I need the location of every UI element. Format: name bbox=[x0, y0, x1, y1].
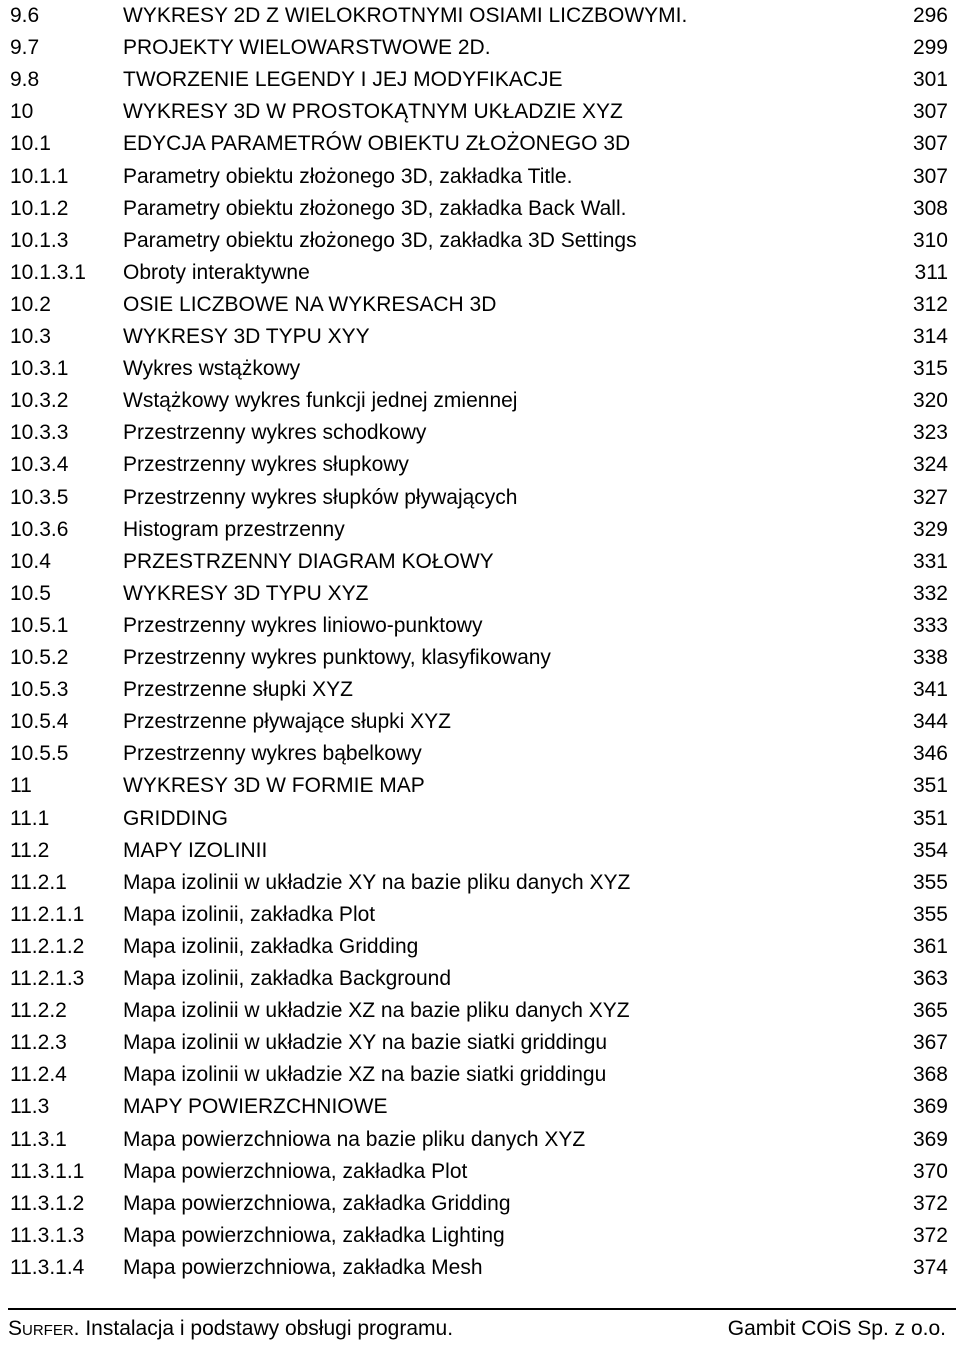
toc-entry[interactable] bbox=[0, 161, 960, 193]
toc-entry-title: WYKRESY 2D Z WIELOKROTNYMI OSIAMI LICZBOWYMI. bbox=[123, 4, 688, 27]
toc-entry[interactable] bbox=[0, 353, 960, 385]
toc-entry-page: 372 bbox=[912, 1223, 948, 1247]
toc-entry[interactable] bbox=[0, 289, 960, 321]
toc-entry[interactable] bbox=[0, 578, 960, 610]
toc-entry-number: 10.1.1 bbox=[10, 164, 69, 188]
toc-entry-page: 372 bbox=[912, 1191, 948, 1215]
toc-entry-number: 10.5.2 bbox=[10, 646, 69, 669]
toc-entry-page: 346 bbox=[912, 742, 948, 766]
toc-entry-page: 312 bbox=[912, 292, 948, 316]
toc-entry-number: 11.2.1.1 bbox=[10, 902, 85, 926]
toc-entry-page: 354 bbox=[912, 838, 948, 862]
toc-entry-number: 10.3.4 bbox=[10, 453, 69, 477]
toc-entry[interactable] bbox=[0, 32, 960, 64]
toc-entry[interactable] bbox=[0, 738, 960, 770]
toc-entry-title: Mapa izolinii w układzie XZ na bazie pliku danych XYZ bbox=[123, 999, 630, 1023]
toc-entry-title: MAPY POWIERZCHNIOWE bbox=[123, 1095, 388, 1119]
toc-entry-number: 11.2.1.3 bbox=[10, 967, 85, 990]
toc-entry-number: 11.3.1.1 bbox=[10, 1159, 85, 1183]
toc-entry[interactable] bbox=[0, 96, 960, 128]
toc-entry-number: 10.4 bbox=[10, 549, 51, 573]
toc-entry-title: Mapa izolinii, zakładka Plot bbox=[123, 902, 376, 926]
toc-entry-page: 320 bbox=[912, 389, 948, 413]
toc-entry-page: 333 bbox=[912, 613, 948, 637]
toc-entry-page: 308 bbox=[912, 196, 948, 220]
toc-entry-title: Obroty interaktywne bbox=[123, 260, 310, 284]
toc-entry-number: 11.2.2 bbox=[10, 999, 67, 1023]
toc-entry-page: 338 bbox=[912, 646, 948, 669]
toc-entry-number: 10.3.5 bbox=[10, 485, 69, 509]
toc-entry-page: 329 bbox=[912, 517, 948, 541]
toc-entry-page: 341 bbox=[912, 678, 948, 702]
toc-entry-number: 11.2.1.2 bbox=[10, 934, 85, 958]
toc-entry-number: 11.1 bbox=[10, 806, 50, 830]
toc-entry-title: WYKRESY 3D W FORMIE MAP bbox=[123, 774, 425, 798]
toc-entry-number: 10.1.3 bbox=[10, 228, 69, 252]
toc-entry[interactable] bbox=[0, 321, 960, 353]
footer-product-name: Surfer bbox=[8, 1317, 74, 1340]
toc-entry[interactable] bbox=[0, 1027, 960, 1059]
toc-entry-number: 11.3.1 bbox=[10, 1127, 67, 1151]
toc-entry-title: Wykres wstążkowy bbox=[123, 357, 301, 381]
toc-entry-title: Mapa powierzchniowa, zakładka Mesh bbox=[123, 1255, 483, 1279]
toc-entry-title: WYKRESY 3D TYPU XYY bbox=[123, 325, 370, 348]
toc-entry[interactable] bbox=[0, 257, 960, 289]
toc-entry[interactable] bbox=[0, 610, 960, 642]
toc-entry[interactable] bbox=[0, 995, 960, 1027]
toc-entry-title: GRIDDING bbox=[123, 806, 228, 830]
toc-entry-page: 369 bbox=[912, 1127, 948, 1151]
toc-entry[interactable] bbox=[0, 225, 960, 257]
toc-entry-number: 10.3.1 bbox=[10, 357, 69, 381]
toc-entry-number: 9.6 bbox=[10, 4, 40, 27]
toc-entry-title: Mapa powierzchniowa na bazie pliku danych XYZ bbox=[123, 1127, 586, 1151]
toc-entry-page: 355 bbox=[912, 902, 948, 926]
toc-entry[interactable] bbox=[0, 674, 960, 706]
toc-entry[interactable] bbox=[0, 642, 960, 674]
toc-entry-title: Mapa powierzchniowa, zakładka Lighting bbox=[123, 1223, 505, 1247]
toc-entry-number: 10.5.4 bbox=[10, 710, 69, 734]
toc-entry-title: WYKRESY 3D TYPU XYZ bbox=[123, 581, 369, 605]
toc-entry-page: 307 bbox=[912, 132, 948, 156]
toc-entry[interactable] bbox=[0, 1188, 960, 1220]
toc-entry-page: 361 bbox=[912, 934, 948, 958]
toc-entry-page: 307 bbox=[912, 164, 948, 188]
toc-entry-page: 370 bbox=[912, 1159, 948, 1183]
toc-entry[interactable] bbox=[0, 546, 960, 578]
toc-entry-page: 299 bbox=[912, 36, 948, 60]
toc-entry-page: 331 bbox=[912, 549, 948, 573]
toc-entry-page: 368 bbox=[912, 1063, 948, 1087]
toc-entry-number: 11.3.1.2 bbox=[10, 1191, 85, 1215]
toc-entry-page: 315 bbox=[912, 357, 948, 381]
toc-entry[interactable] bbox=[0, 64, 960, 96]
toc-entry[interactable] bbox=[0, 1059, 960, 1091]
toc-entry-title: Przestrzenny wykres słupkowy bbox=[123, 453, 409, 477]
toc-entry-number: 11.2.1 bbox=[10, 870, 67, 894]
toc-entry-page: 363 bbox=[912, 967, 948, 990]
toc-entry[interactable] bbox=[0, 770, 960, 802]
toc-entry[interactable] bbox=[0, 514, 960, 546]
toc-entry-title: Mapa izolinii w układzie XZ na bazie siatki griddingu bbox=[123, 1063, 607, 1087]
toc-entry-title: Wstążkowy wykres funkcji jednej zmiennej bbox=[123, 389, 518, 413]
toc-entry-title: WYKRESY 3D W PROSTOKĄTNYM UKŁADZIE XYZ bbox=[123, 100, 623, 124]
toc-entry-page: 367 bbox=[912, 1031, 948, 1055]
toc-entry[interactable] bbox=[0, 867, 960, 899]
toc-entry-number: 10.5.5 bbox=[10, 742, 69, 766]
toc-entry-number: 9.7 bbox=[10, 36, 40, 60]
toc-entry-number: 10.3.3 bbox=[10, 421, 69, 445]
toc-entry[interactable] bbox=[0, 1252, 960, 1284]
toc-entry-page: 314 bbox=[912, 325, 948, 348]
toc-entry-page: 327 bbox=[912, 485, 948, 509]
footer-publisher: Gambit COiS Sp. z o.o. bbox=[727, 1317, 946, 1340]
toc-entry-number: 10.2 bbox=[10, 292, 51, 316]
toc-entry-title: TWORZENIE LEGENDY I JEJ MODYFIKACJE bbox=[123, 68, 563, 92]
toc-entry-title: Przestrzenny wykres bąbelkowy bbox=[123, 742, 422, 766]
toc-entry-page: 296 bbox=[912, 4, 948, 27]
toc-entry-title: Mapa izolinii w układzie XY na bazie siatki griddingu bbox=[123, 1031, 608, 1055]
toc-entry-page: 369 bbox=[912, 1095, 948, 1119]
toc-entry-title: Mapa izolinii, zakładka Background bbox=[123, 967, 452, 990]
toc-entry-title: Parametry obiektu złożonego 3D, zakładka Back Wall. bbox=[123, 196, 627, 220]
toc-entry[interactable] bbox=[0, 835, 960, 867]
toc-entry-number: 11.3 bbox=[10, 1095, 50, 1119]
toc-entry-number: 10.5 bbox=[10, 581, 51, 605]
footer-title bbox=[8, 1313, 453, 1345]
toc-entry-page: 374 bbox=[912, 1255, 948, 1279]
toc-entry-page: 323 bbox=[912, 421, 948, 445]
toc-entry-number: 10.5.3 bbox=[10, 678, 69, 702]
toc-entry-number: 10.3.2 bbox=[10, 389, 69, 413]
toc-entry-title: Mapa izolinii w układzie XY na bazie pliku danych XYZ bbox=[123, 870, 631, 894]
toc-entry[interactable] bbox=[0, 706, 960, 738]
toc-entry-number: 11.2.3 bbox=[10, 1031, 67, 1055]
toc-entry[interactable] bbox=[0, 931, 960, 963]
toc-entry-title: Parametry obiektu złożonego 3D, zakładka 3D Settings bbox=[123, 228, 637, 252]
toc-entry-number: 11.2.4 bbox=[10, 1063, 67, 1087]
toc-entry-page: 311 bbox=[914, 260, 948, 284]
toc-entry-number: 10 bbox=[10, 100, 34, 124]
footer-divider bbox=[8, 1308, 956, 1310]
toc-entry-title: PROJEKTY WIELOWARSTWOWE 2D. bbox=[123, 36, 491, 60]
toc-entry[interactable] bbox=[0, 803, 960, 835]
toc-entry-page: 351 bbox=[912, 774, 948, 798]
toc-entry-number: 10.5.1 bbox=[10, 613, 69, 637]
toc-entry-title: Przestrzenne słupki XYZ bbox=[123, 678, 353, 702]
footer-subtitle: . Instalacja i podstawy obsługi programu. bbox=[73, 1317, 454, 1340]
toc-entry[interactable] bbox=[0, 1156, 960, 1188]
toc-entry-number: 11.2 bbox=[10, 838, 50, 862]
toc-entry-page: 344 bbox=[912, 710, 948, 734]
toc-entry[interactable] bbox=[0, 193, 960, 225]
toc-entry-number: 10.1 bbox=[10, 132, 51, 156]
toc-entry-title: OSIE LICZBOWE NA WYKRESACH 3D bbox=[123, 292, 497, 316]
toc-entry-title: PRZESTRZENNY DIAGRAM KOŁOWY bbox=[123, 549, 494, 573]
toc-entry-title: Histogram przestrzenny bbox=[123, 517, 345, 541]
toc-entry-title: Przestrzenny wykres słupków pływających bbox=[123, 485, 518, 509]
toc-entry-page: 310 bbox=[912, 228, 948, 252]
toc-entry-title: EDYCJA PARAMETRÓW OBIEKTU ZŁOŻONEGO 3D bbox=[123, 132, 631, 156]
toc-entry-title: Mapa izolinii, zakładka Gridding bbox=[123, 934, 419, 958]
toc-entry[interactable] bbox=[0, 963, 960, 995]
toc-entry[interactable] bbox=[0, 449, 960, 481]
toc-entry-title: Mapa powierzchniowa, zakładka Plot bbox=[123, 1159, 468, 1183]
toc-entry[interactable] bbox=[0, 128, 960, 160]
toc-entry-number: 11 bbox=[10, 774, 32, 798]
toc-entry-number: 11.3.1.4 bbox=[10, 1255, 85, 1279]
toc-entry-title: MAPY IZOLINII bbox=[123, 838, 268, 862]
toc-entry[interactable] bbox=[0, 899, 960, 931]
toc-entry-title: Przestrzenny wykres punktowy, klasyfikowany bbox=[123, 646, 551, 669]
toc-entry-number: 10.1.3.1 bbox=[10, 260, 86, 284]
toc-entry-title: Przestrzenne pływające słupki XYZ bbox=[123, 710, 451, 734]
toc-entry[interactable] bbox=[0, 385, 960, 417]
toc-entry-page: 324 bbox=[912, 453, 948, 477]
toc-entry-title: Przestrzenny wykres liniowo-punktowy bbox=[123, 613, 483, 637]
toc-entry-number: 10.3 bbox=[10, 325, 51, 348]
toc-entry-number: 11.3.1.3 bbox=[10, 1223, 85, 1247]
toc-entry-page: 307 bbox=[912, 100, 948, 124]
toc-entry-page: 351 bbox=[912, 806, 948, 830]
toc-entry-page: 301 bbox=[912, 68, 948, 92]
toc-entry-page: 355 bbox=[912, 870, 948, 894]
toc-entry[interactable] bbox=[0, 1091, 960, 1123]
toc-entry-page: 365 bbox=[912, 999, 948, 1023]
toc-entry[interactable] bbox=[0, 0, 960, 32]
toc-entry[interactable] bbox=[0, 1220, 960, 1252]
toc-entry-page: 332 bbox=[912, 581, 948, 605]
toc-entry-title: Parametry obiektu złożonego 3D, zakładka Title. bbox=[123, 164, 573, 188]
toc-entry[interactable] bbox=[0, 1124, 960, 1156]
toc-entry-number: 9.8 bbox=[10, 68, 40, 92]
toc-entry-number: 10.3.6 bbox=[10, 517, 69, 541]
toc-entry-title: Mapa powierzchniowa, zakładka Gridding bbox=[123, 1191, 511, 1215]
toc-entry-number: 10.1.2 bbox=[10, 196, 69, 220]
toc-entry[interactable] bbox=[0, 482, 960, 514]
toc-entry-title: Przestrzenny wykres schodkowy bbox=[123, 421, 427, 445]
toc-entry[interactable] bbox=[0, 417, 960, 449]
